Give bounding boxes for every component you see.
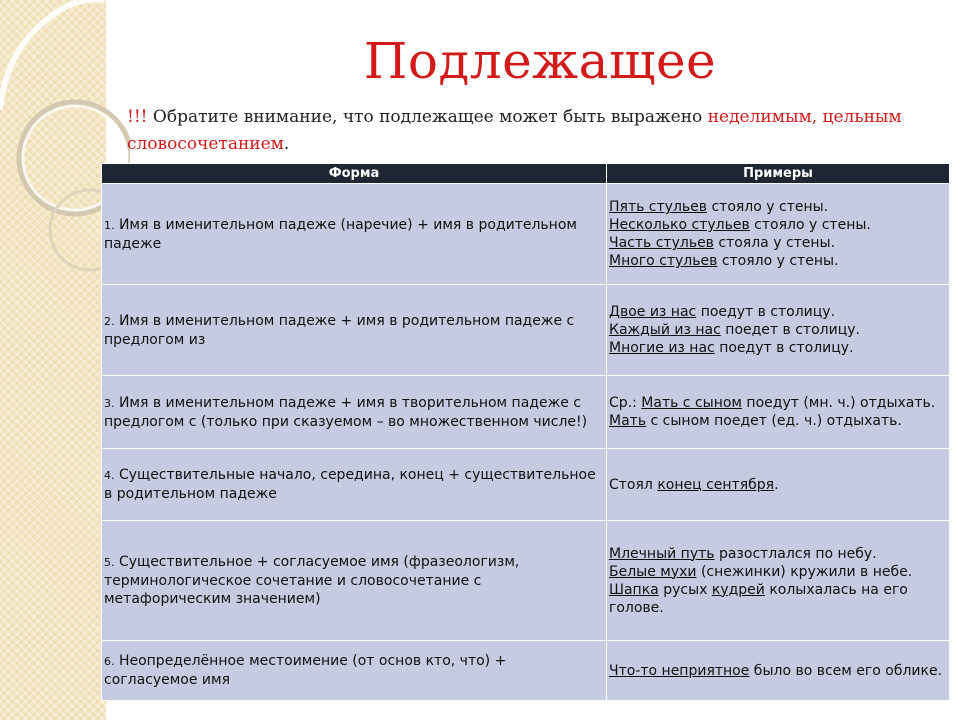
form-cell bbox=[102, 449, 607, 521]
example-text: стояла у стены. bbox=[713, 235, 836, 251]
example-text: Стоял bbox=[609, 476, 658, 493]
form-text: Существительное + согласуемое имя (фразеологизм, терминологическое сочетание и словосочетание с метафорическим значением) bbox=[104, 554, 520, 607]
form-cell bbox=[102, 285, 607, 376]
row-number: 4. bbox=[104, 469, 115, 482]
table-row bbox=[102, 285, 950, 376]
example-line bbox=[609, 563, 947, 581]
example-line bbox=[609, 581, 947, 617]
example-text: стояло у стены. bbox=[749, 217, 871, 233]
examples-cell bbox=[607, 641, 950, 701]
example-text: разостлался по небу. bbox=[714, 545, 877, 562]
examples-cell bbox=[607, 449, 950, 521]
example-text: поедут (мн. ч.) отдыхать. bbox=[741, 395, 936, 411]
underlined-subject: Каждый из нас bbox=[609, 322, 721, 338]
examples-cell bbox=[607, 376, 950, 449]
underlined-subject: Многие из нас bbox=[609, 340, 715, 356]
subject-forms-table bbox=[101, 163, 950, 701]
examples-cell bbox=[607, 184, 950, 285]
example-line bbox=[609, 476, 947, 494]
example-text: поедут в столицу. bbox=[696, 304, 836, 320]
underlined-subject: Шапка bbox=[609, 581, 659, 598]
example-text: стояло у стены. bbox=[717, 253, 839, 269]
form-text: Имя в именительном падеже (наречие) + имя в родительном падеже bbox=[104, 216, 577, 252]
table-row bbox=[102, 521, 950, 641]
underlined-subject: Часть стульев bbox=[609, 235, 714, 251]
underlined-subject: Двое из нас bbox=[609, 304, 697, 320]
form-text: Имя в именительном падеже + имя в творительном падеже с предлогом с (только при сказуемом – во множественном числе!) bbox=[104, 394, 588, 430]
underlined-subject: Мать с сыном bbox=[641, 395, 742, 411]
table-body bbox=[102, 184, 950, 701]
example-line bbox=[609, 394, 947, 412]
row-number: 3. bbox=[104, 396, 115, 410]
example-text: (снежинки) кружили в небе. bbox=[696, 563, 913, 580]
form-cell bbox=[102, 521, 607, 641]
underlined-subject: Млечный путь bbox=[609, 545, 715, 562]
row-number: 2. bbox=[104, 314, 115, 328]
underlined-subject: Мать bbox=[609, 413, 647, 429]
table-header-row bbox=[102, 164, 950, 184]
form-cell bbox=[102, 641, 607, 701]
example-text: было во всем его облике. bbox=[749, 662, 943, 679]
example-line bbox=[609, 252, 947, 270]
example-text: колыхалась на его голове. bbox=[609, 581, 908, 616]
underlined-subject: кудрей bbox=[711, 581, 765, 598]
example-text: русых bbox=[658, 581, 712, 598]
table-row bbox=[102, 449, 950, 521]
example-line bbox=[609, 321, 947, 339]
examples-cell bbox=[607, 285, 950, 376]
example-line bbox=[609, 545, 947, 563]
form-text: Неопределённое местоимение (от основ кто, что) + согласуемое имя bbox=[104, 653, 507, 688]
example-text: стояло у стены. bbox=[707, 199, 829, 215]
table-row bbox=[102, 184, 950, 285]
example-text: с сыном поедет (ед. ч.) отдыхать. bbox=[646, 413, 902, 429]
form-text: Имя в именительном падеже + имя в родительном падеже с предлогом из bbox=[104, 312, 575, 348]
underlined-subject: Что-то неприятное bbox=[609, 662, 750, 679]
example-line bbox=[609, 198, 947, 216]
example-line bbox=[609, 412, 947, 430]
underlined-subject: Пять стульев bbox=[609, 199, 708, 215]
table-row bbox=[102, 641, 950, 701]
example-text: Ср.: bbox=[609, 395, 642, 411]
example-text: . bbox=[774, 476, 779, 493]
example-line bbox=[609, 234, 947, 252]
example-line bbox=[609, 339, 947, 357]
underlined-subject: Белые мухи bbox=[609, 563, 697, 580]
note-text: Обратите внимание, что подлежащее может быть выражено bbox=[147, 107, 708, 127]
example-line bbox=[609, 303, 947, 321]
slide-title: Подлежащее bbox=[363, 32, 717, 90]
table-row bbox=[102, 376, 950, 449]
form-cell bbox=[102, 184, 607, 285]
attention-note bbox=[127, 104, 927, 158]
examples-cell bbox=[607, 521, 950, 641]
header-form: Форма bbox=[102, 164, 607, 184]
row-number: 5. bbox=[104, 556, 115, 569]
underlined-subject: Несколько стульев bbox=[609, 217, 750, 233]
row-number: 6. bbox=[104, 655, 115, 668]
form-text: Существительные начало, середина, конец + существительное в родительном падеже bbox=[104, 467, 596, 502]
example-line bbox=[609, 662, 947, 680]
header-examples: Примеры bbox=[607, 164, 950, 184]
note-emphasis: неделимым, цельным словосочетанием bbox=[127, 107, 902, 154]
underlined-subject: конец сентября bbox=[657, 476, 775, 493]
note-end: . bbox=[283, 134, 290, 154]
underlined-subject: Много стульев bbox=[609, 253, 718, 269]
example-line bbox=[609, 216, 947, 234]
exclamation-marks: !!! bbox=[127, 107, 148, 127]
form-cell bbox=[102, 376, 607, 449]
example-text: поедут в столицу. bbox=[714, 340, 854, 356]
row-number: 1. bbox=[104, 218, 115, 232]
example-text: поедет в столицу. bbox=[720, 322, 860, 338]
